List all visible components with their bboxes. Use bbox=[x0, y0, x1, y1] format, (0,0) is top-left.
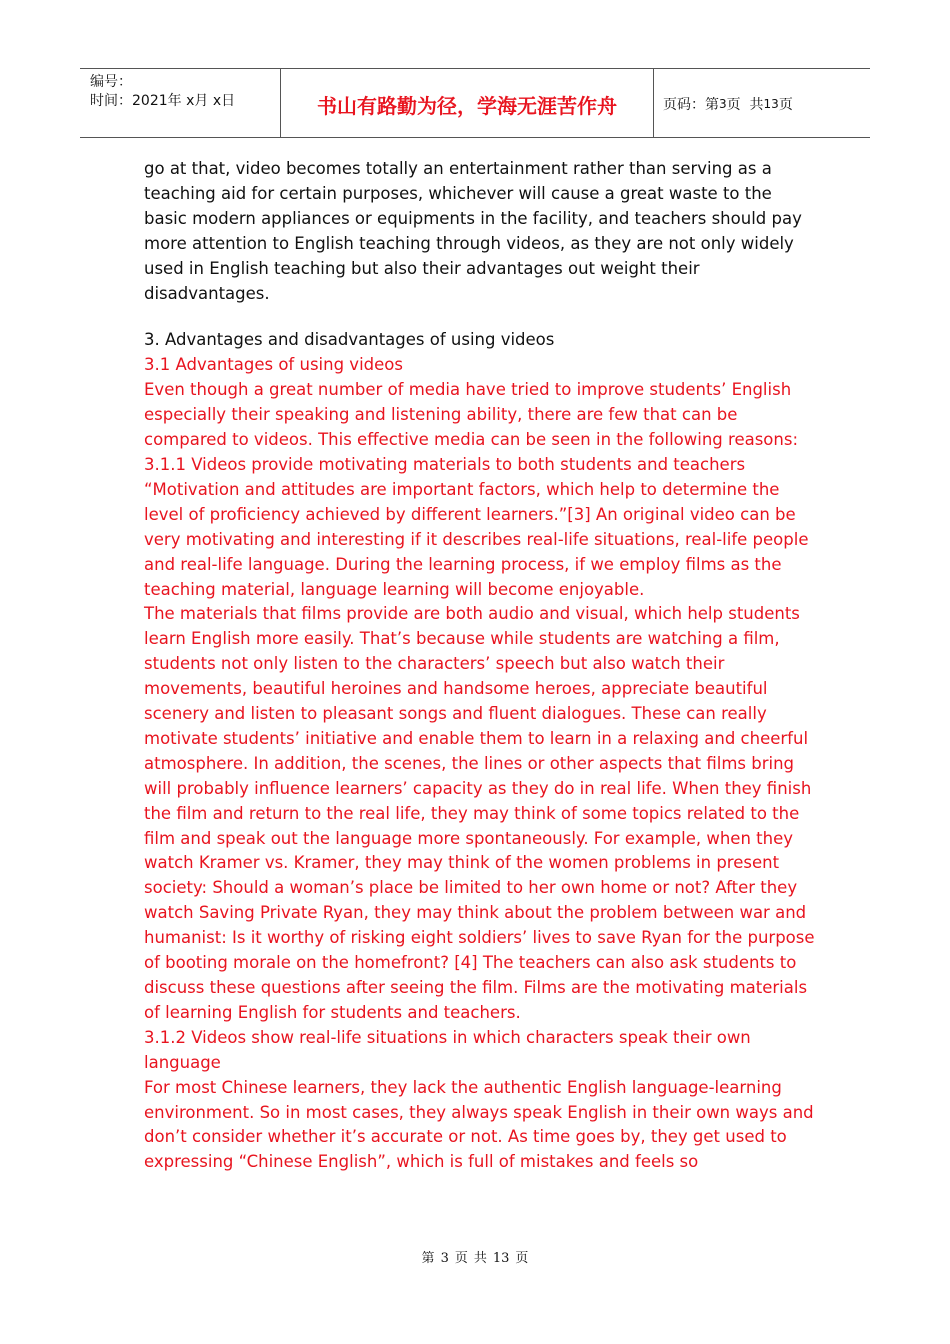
section-heading-3-1: 3.1 Advantages of using videos bbox=[144, 355, 403, 375]
header-year-unit: 年 bbox=[167, 93, 182, 109]
header-time-month: x bbox=[186, 93, 195, 109]
header-page-total-label: 共 bbox=[749, 97, 764, 113]
page-header bbox=[80, 68, 870, 138]
footer-page-unit: 页 bbox=[454, 1251, 468, 1266]
page-body bbox=[144, 157, 816, 1175]
header-motto: 书山有路勤为径，学海无涯苦作舟 bbox=[281, 69, 654, 137]
paragraph-spacer bbox=[144, 306, 816, 328]
paragraph-3-1-1-a: “Motivation and attitudes are important factors, which help to determine the level of proficiency achieved by different learners.”[3] An original video can be very motivating and interesting if it describes real-life situations, real-life people and real-life language. During the learning process, if we employ films as the teaching material, language learning will become enjoyable. bbox=[144, 479, 809, 599]
header-page-total: 13 bbox=[763, 97, 779, 111]
section-heading-3-1-2: 3.1.2 Videos show real-life situations in which characters speak their own language bbox=[144, 1027, 751, 1072]
footer-page-total: 13 bbox=[492, 1251, 510, 1266]
section-heading-3-1-1: 3.1.1 Videos provide motivating materials to both students and teachers bbox=[144, 454, 746, 474]
paragraph-3-1-2: For most Chinese learners, they lack the authentic English language-learning environment. So in most cases, they always speak English in their own ways and don’t consider whether it’s accurate or not. As time goes by, they get used to expressing “Chinese English”, which is full of mistakes and feels so bbox=[144, 1077, 814, 1172]
header-time-day: x bbox=[212, 93, 222, 109]
footer-total-unit: 页 bbox=[515, 1251, 529, 1266]
header-time-label: 时间： bbox=[90, 93, 132, 109]
header-month-unit: 月 bbox=[194, 93, 209, 109]
header-page-total-unit: 页 bbox=[778, 97, 793, 113]
header-page-current: 3 bbox=[719, 97, 727, 111]
header-page-info bbox=[654, 69, 870, 137]
footer-page-prefix: 第 bbox=[421, 1251, 435, 1266]
paragraph-intro: go at that, video becomes totally an entertainment rather than serving as a teaching aid for certain purposes, whichever will cause a great waste to the basic modern appliances or equipments in the facility, and teachers should pay more attention to English teaching through videos, as they are not only widely used in English teaching but also their advantages out weight their disadvantages. bbox=[144, 159, 802, 303]
header-time-year: 2021 bbox=[132, 93, 168, 109]
header-number-label: 编号： bbox=[90, 74, 132, 90]
header-page-label: 页码：第 bbox=[663, 97, 719, 113]
page-footer bbox=[0, 1247, 950, 1266]
header-page-unit: 页 bbox=[726, 97, 741, 113]
header-time bbox=[90, 92, 280, 111]
footer-page-current: 3 bbox=[440, 1251, 449, 1266]
footer-total-prefix: 共 bbox=[473, 1251, 487, 1266]
header-day-unit: 日 bbox=[221, 93, 236, 109]
paragraph-3-1-1-b: The materials that films provide are both audio and visual, which help students learn English more easily. That’s because while students are watching a film, students not only listen to the characters’ speech but also watch their movements, beautiful heroines and handsome heroes, appreciate beautiful scenery and listen to pleasant songs and fluent dialogues. These can really motivate students’ initiative and enable them to learn in a relaxing and cheerful atmosphere. In addition, the scenes, the lines or other aspects that films bring will probably influence learners’ capacity as they do in real life. When they finish the film and return to the real life, they may think of some topics related to the film and speak out the language more spontaneously. For example, when they watch Kramer vs. Kramer, they may think of the women problems in present society: Should a woman’s place be limited to her own home or not? After they watch Saving Private Ryan, they may think about the problem between war and humanist: Is it worthy of risking eight soldiers’ lives to save Ryan for the purpose of booting morale on the homefront? [4] The teachers can also ask students to discuss these questions after seeing the film. Films are the motivating materials of learning English for students and teachers. bbox=[144, 604, 815, 1022]
section-heading-3: 3. Advantages and disadvantages of using videos bbox=[144, 330, 555, 350]
paragraph-3-1: Even though a great number of media have tried to improve students’ English especially their speaking and listening ability, there are few that can be compared to videos. This effective media can be seen in the following reasons: bbox=[144, 380, 799, 450]
header-meta bbox=[80, 69, 281, 137]
